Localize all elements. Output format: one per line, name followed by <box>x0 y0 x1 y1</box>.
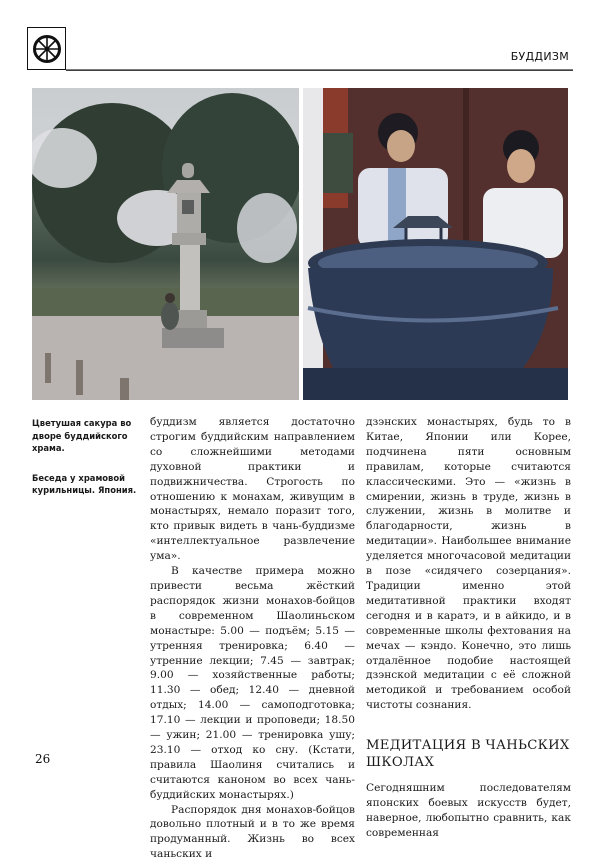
section-logo <box>27 27 66 70</box>
text-column-right <box>366 415 571 841</box>
incense-burner-illustration <box>303 88 568 400</box>
paragraph: дзэнских монастырях, будь то в Китае, Японии или Корее, подчинена пяти основным правилам, которые считаются классическими. Это — «жизнь в смирении, жизнь в труде, жизнь в служении, жизнь в молитве и благодарности, жизнь в медитации». Наибольшее внимание уделяется многочасовой медитации в позе «сидячего созерцания». Традиции именно этой медитативной практики входят сегодня и в каратэ, и в айкидо, и в современные школы фехтования на мечах — кэндо. Конечно, это лишь отдалённое подобие настоящей дзэнской медитации с её сложной методикой и требованием особой чистоты сознания. <box>366 416 571 712</box>
photo-sakura-lantern <box>32 88 299 400</box>
header-rule <box>66 69 573 71</box>
section-subheading: МЕДИТАЦИЯ В ЧАНЬСКИХ ШКОЛАХ <box>366 738 570 771</box>
caption-incense-burner: Беседа у храмовой курильницы. Япония. <box>32 472 137 495</box>
page-number: 26 <box>35 752 51 766</box>
paragraph: Распорядок дня монахов-бойцов довольно плотный и в то же время продуманный. Жизнь во всех чаньских и <box>150 803 355 861</box>
photo-captions <box>32 417 144 514</box>
paragraph: буддизм является достаточно строгим буддийским направлением со сложнейшими методами духовной практики и подвижничества. Строгость по отношению к монахам, живущим в монастырях, немало поразит того, кто привык видеть в чань-буддизме «интеллектуальное развлечение ума». <box>150 416 355 563</box>
caption-sakura: Цветушая сакура во дворе буддийского храма. <box>32 418 132 453</box>
text-column-middle <box>150 415 355 862</box>
photo-incense-burner <box>303 88 568 400</box>
dharma-wheel-icon <box>32 34 62 64</box>
sakura-lantern-illustration <box>32 88 299 400</box>
running-head: БУДДИЗМ <box>510 50 569 63</box>
paragraph: Сегодняшним последователям японских боевых искусств будет, наверное, любопытно сравнить, как современная <box>366 782 571 839</box>
paragraph: В качестве примера можно привести весьма жёсткий распорядок жизни монахов-бойцов в современном Шаолиньском монастыре: 5.00 — подъём; 5.15 — утренняя тренировка; 6.40 — утренние лекции; 7.45 — завтрак; 9.00 — хозяйственные работы; 11.30 — обед; 12.40 — дневной отдых; 14.00 — самоподготовка; 17.10 — лекции и проповеди; 18.50 — ужин; 21.00 — тренировка ушу; 23.10 — отход ко сну. (Кстати, правила Шаолиня считались и считаются каноном во всех чань-буддийских монастырях.) <box>150 565 355 801</box>
